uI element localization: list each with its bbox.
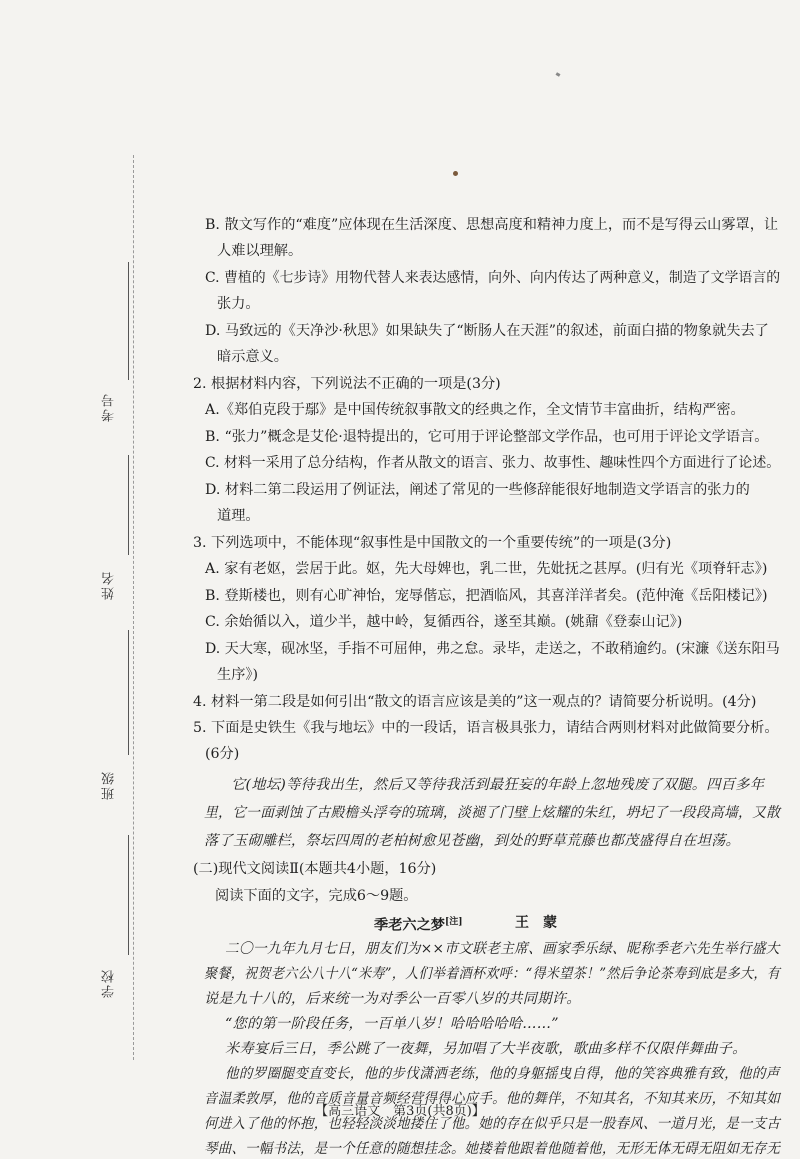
option-c: C. 材料一采用了总分结构，作者从散文的语言、张力、故事性、趣味性四个方面进行了论述。: [205, 455, 781, 471]
exam-no-label: 考号: [102, 392, 117, 422]
option-d: D. 材料二第二段运用了例证法，阐述了常见的一些修辞能很好地制造文学语言的张力的: [205, 482, 750, 498]
page-footer: 【高三语文 第3页(共8页)】: [315, 1104, 485, 1119]
option-d: D. 天大寒，砚冰坚，手指不可屈伸，弗之怠。录毕，走送之，不敢稍逾约。(宋濂《送东阳马: [205, 641, 780, 657]
text-line: 道理。: [217, 508, 260, 524]
story-note: [注]: [444, 917, 463, 927]
text-line: D. 马致远的《天净沙·秋思》如果缺失了“断肠人在天涯”的叙述，前面白描的物象就失去了: [205, 323, 769, 339]
quote-line: 里，它一面剥蚀了古殿檐头浮夸的琉璃，淡褪了门壁上炫耀的朱红，坍圮了一段段高墙，又散: [204, 805, 781, 821]
class-line: [128, 630, 129, 755]
story-title-text: 季老六之梦: [374, 917, 445, 934]
instruction: 阅读下面的文字，完成6～9题。: [215, 888, 418, 904]
scan-dot: [453, 171, 458, 176]
text-line: 暗示意义。: [217, 349, 288, 365]
story-line: “您的第一阶段任务，一百单八岁！哈哈哈哈哈……”: [225, 1016, 559, 1032]
quote-line: 落了玉砌雕栏，祭坛四周的老柏树愈见苍幽，到处的野草荒藤也都茂盛得自在坦荡。: [204, 833, 741, 849]
school-label: 学校: [102, 968, 117, 998]
section-heading: (二)现代文阅读Ⅱ(本题共4小题，16分): [193, 861, 437, 877]
story-line: 琴曲、一幅书法，是一个任意的随想挂念。她搂着他跟着他随着他，无形无体无碍无阻如无存无: [204, 1141, 781, 1157]
question-2: 2. 根据材料内容，下列说法不正确的一项是(3分): [193, 376, 501, 392]
name-line: [128, 455, 129, 555]
story-author: 王 蒙: [515, 915, 557, 931]
story-line: 何进入了他的怀抱，也轻轻淡淡地搂住了他。她的存在似乎只是一股春风、一道月光，是一支古: [204, 1116, 781, 1132]
option-a: A.《郑伯克段于鄢》是中国传统叙事散文的经典之作，全文情节丰富曲折，结构严密。: [205, 402, 745, 418]
option-b: B. 登斯楼也，则有心旷神怡，宠辱偕忘，把酒临风，其喜洋洋者矣。(范仲淹《岳阳楼记》): [205, 588, 768, 604]
option-b: B. “张力”概念是艾伦·退特提出的，它可用于评论整部文学作品，也可用于评论文学语言。: [205, 429, 769, 445]
exam-no-line: [128, 262, 129, 380]
question-3: 3. 下列选项中，不能体现“叙事性是中国散文的一个重要传统”的一项是(3分): [193, 535, 672, 551]
school-line: [128, 835, 129, 955]
class-label: 班级: [102, 770, 117, 800]
story-line: 聚餐，祝贺老六公八十八“米寿”，人们举着酒杯欢呼：“得米望茶！”然后争论茶寿到底是多大，有: [204, 966, 781, 982]
scan-speck: [556, 72, 561, 77]
option-c: C. 余始循以入，道少半，越中岭，复循西谷，遂至其巅。(姚鼐《登泰山记》): [205, 614, 683, 630]
question-5: 5. 下面是史铁生《我与地坛》中的一段话，语言极具张力，请结合两则材料对此做简要分析。: [193, 720, 779, 736]
quote-line: 它(地坛)等待我出生，然后又等待我活到最狂妄的年龄上忽地残废了双腿。四百多年: [231, 777, 765, 793]
text-line: B. 散文写作的“难度”应体现在生活深度、思想高度和精神力度上，而不是写得云山雾罩，让: [205, 217, 779, 233]
text-line: 张力。: [217, 296, 260, 312]
option-a: A. 家有老妪，尝居于此。妪，先大母婢也，乳二世，先妣抚之甚厚。(归有光《项脊轩志》): [205, 561, 768, 577]
story-line: 说是九十八的，后来统一为对季公一百零八岁的共同期许。: [204, 991, 581, 1007]
story-title: [374, 912, 462, 932]
text-line: 人难以理解。: [217, 243, 303, 259]
story-line: 他的罗圈腿变直变长，他的步伐潇洒老练，他的身躯摇曳自得，他的笑容典雅有致，他的声: [225, 1066, 780, 1082]
question-4: 4. 材料一第二段是如何引出“散文的语言应该是美的”这一观点的？请简要分析说明。(4分): [193, 694, 757, 710]
binding-line: [133, 155, 134, 1060]
story-line: 音温柔敦厚，他的音质音量音频经营得得心应手。他的舞伴，不知其名，不知其来历，不知其如: [204, 1091, 781, 1107]
text-line: (6分): [205, 746, 240, 762]
story-line: 二〇一九年九月七日，朋友们为××市文联老主席、画家季乐绿、昵称季老六先生举行盛大: [225, 941, 780, 957]
text-line: 生序》): [217, 667, 258, 683]
text-line: C. 曹植的《七步诗》用物代替人来表达感情，向外、向内传达了两种意义，制造了文学语言的: [205, 270, 781, 286]
name-label: 姓名: [102, 570, 117, 600]
story-line: 米寿宴后三日，季公跳了一夜舞，另加唱了大半夜歌，歌曲多样不仅限伴舞曲子。: [225, 1041, 747, 1057]
